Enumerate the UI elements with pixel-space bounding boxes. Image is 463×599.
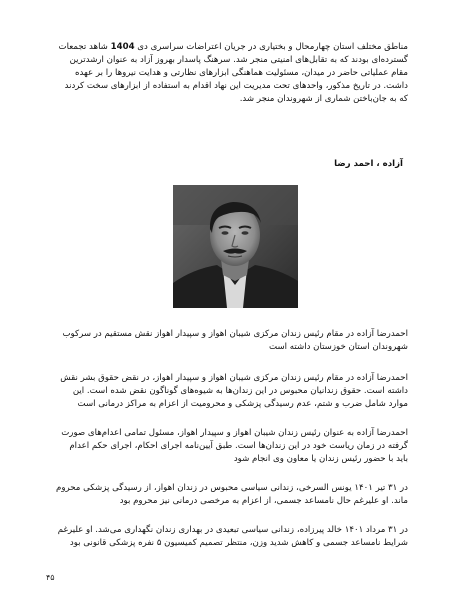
bio-paragraph-2: احمدرضا آزاده در مقام رئیس زندان مرکزی شیبان اهواز و سپیدار اهواز، در نقض حقوق بشر نقش داشته است. حقوق زندانیان محبوس در این زندان‌ها به شیوه‌های گوناگون نقض شده است. این موارد شامل ضرب و شتم، عدم رسیدگی پزشکی و محرومیت از اعزام به مراکز درمانی است [60,373,408,409]
bio-paragraph-1: احمدرضا آزاده در مقام رئیس زندان مرکزی شیبان اهواز و سپیدار اهواز نقش مستقیم در سرکوب شهروندان استان خوزستان داشته است [62,329,408,352]
intro-paragraph [56,41,408,106]
bio-paragraph-3: احمدرضا آزاده به عنوان رئیس زندان شیبان اهواز و سپیدار اهواز، مسئول تمامی اعدام‌های صورت گرفته در زمان ریاست خود در این زندان‌ها است. طبق آیین‌نامه اجرای احکام، اجرای حکم اعدام باید با حضور رئیس زندان یا معاون وی انجام شود [61,428,408,464]
portrait-image [173,185,298,308]
intro-text-post: شاهد تجمعات گسترده‌ای بودند که به تقابل‌های امنیتی منجر شد. سرهنگ پاسدار بهروز آزاد به عنوان ارشدترین مقام عملیاتی حاضر در میدان، مسئولیت هماهنگی ابزارهای نظارتی و هدایت نیروها را بر عهده داشت. در تاریخ مذکور، واحدهای تحت مدیریت این نهاد اقدام به استفاده از ابزارهای سخت کردند که به جان‌باختن شماری از شهروندان منجر شد. [58,42,408,104]
bio-paragraph-5: در ۳۱ مرداد ۱۴۰۱ خالد پیرزاده، زندانی سیاسی تبعیدی در بهداری زندان نگهداری می‌شد. او علیرغم شرایط نامساعد جسمی و کاهش شدید وزن، منتظر تصمیم کمیسیون ۵ نفره پزشکی قانونی بود [57,525,408,548]
page-number: ۴۵ [46,573,55,582]
profile-photo [173,185,298,308]
intro-text-pre: مناطق مختلف استان چهارمحال و بختیاری در جریان اعتراضات سراسری دی [134,42,408,52]
bio-paragraph-4: در ۳۱ تیر ۱۴۰۱ یونس السرخی، زندانی سیاسی محبوس در زندان اهواز، از رسیدگی پزشکی محروم ماند. او علیرغم حال نامساعد جسمی، از اعزام به مرخصی درمانی نیز محروم بود [56,483,408,506]
profile-name: آزاده ، احمد رضا [334,159,403,169]
intro-year: 1404 [110,42,135,52]
